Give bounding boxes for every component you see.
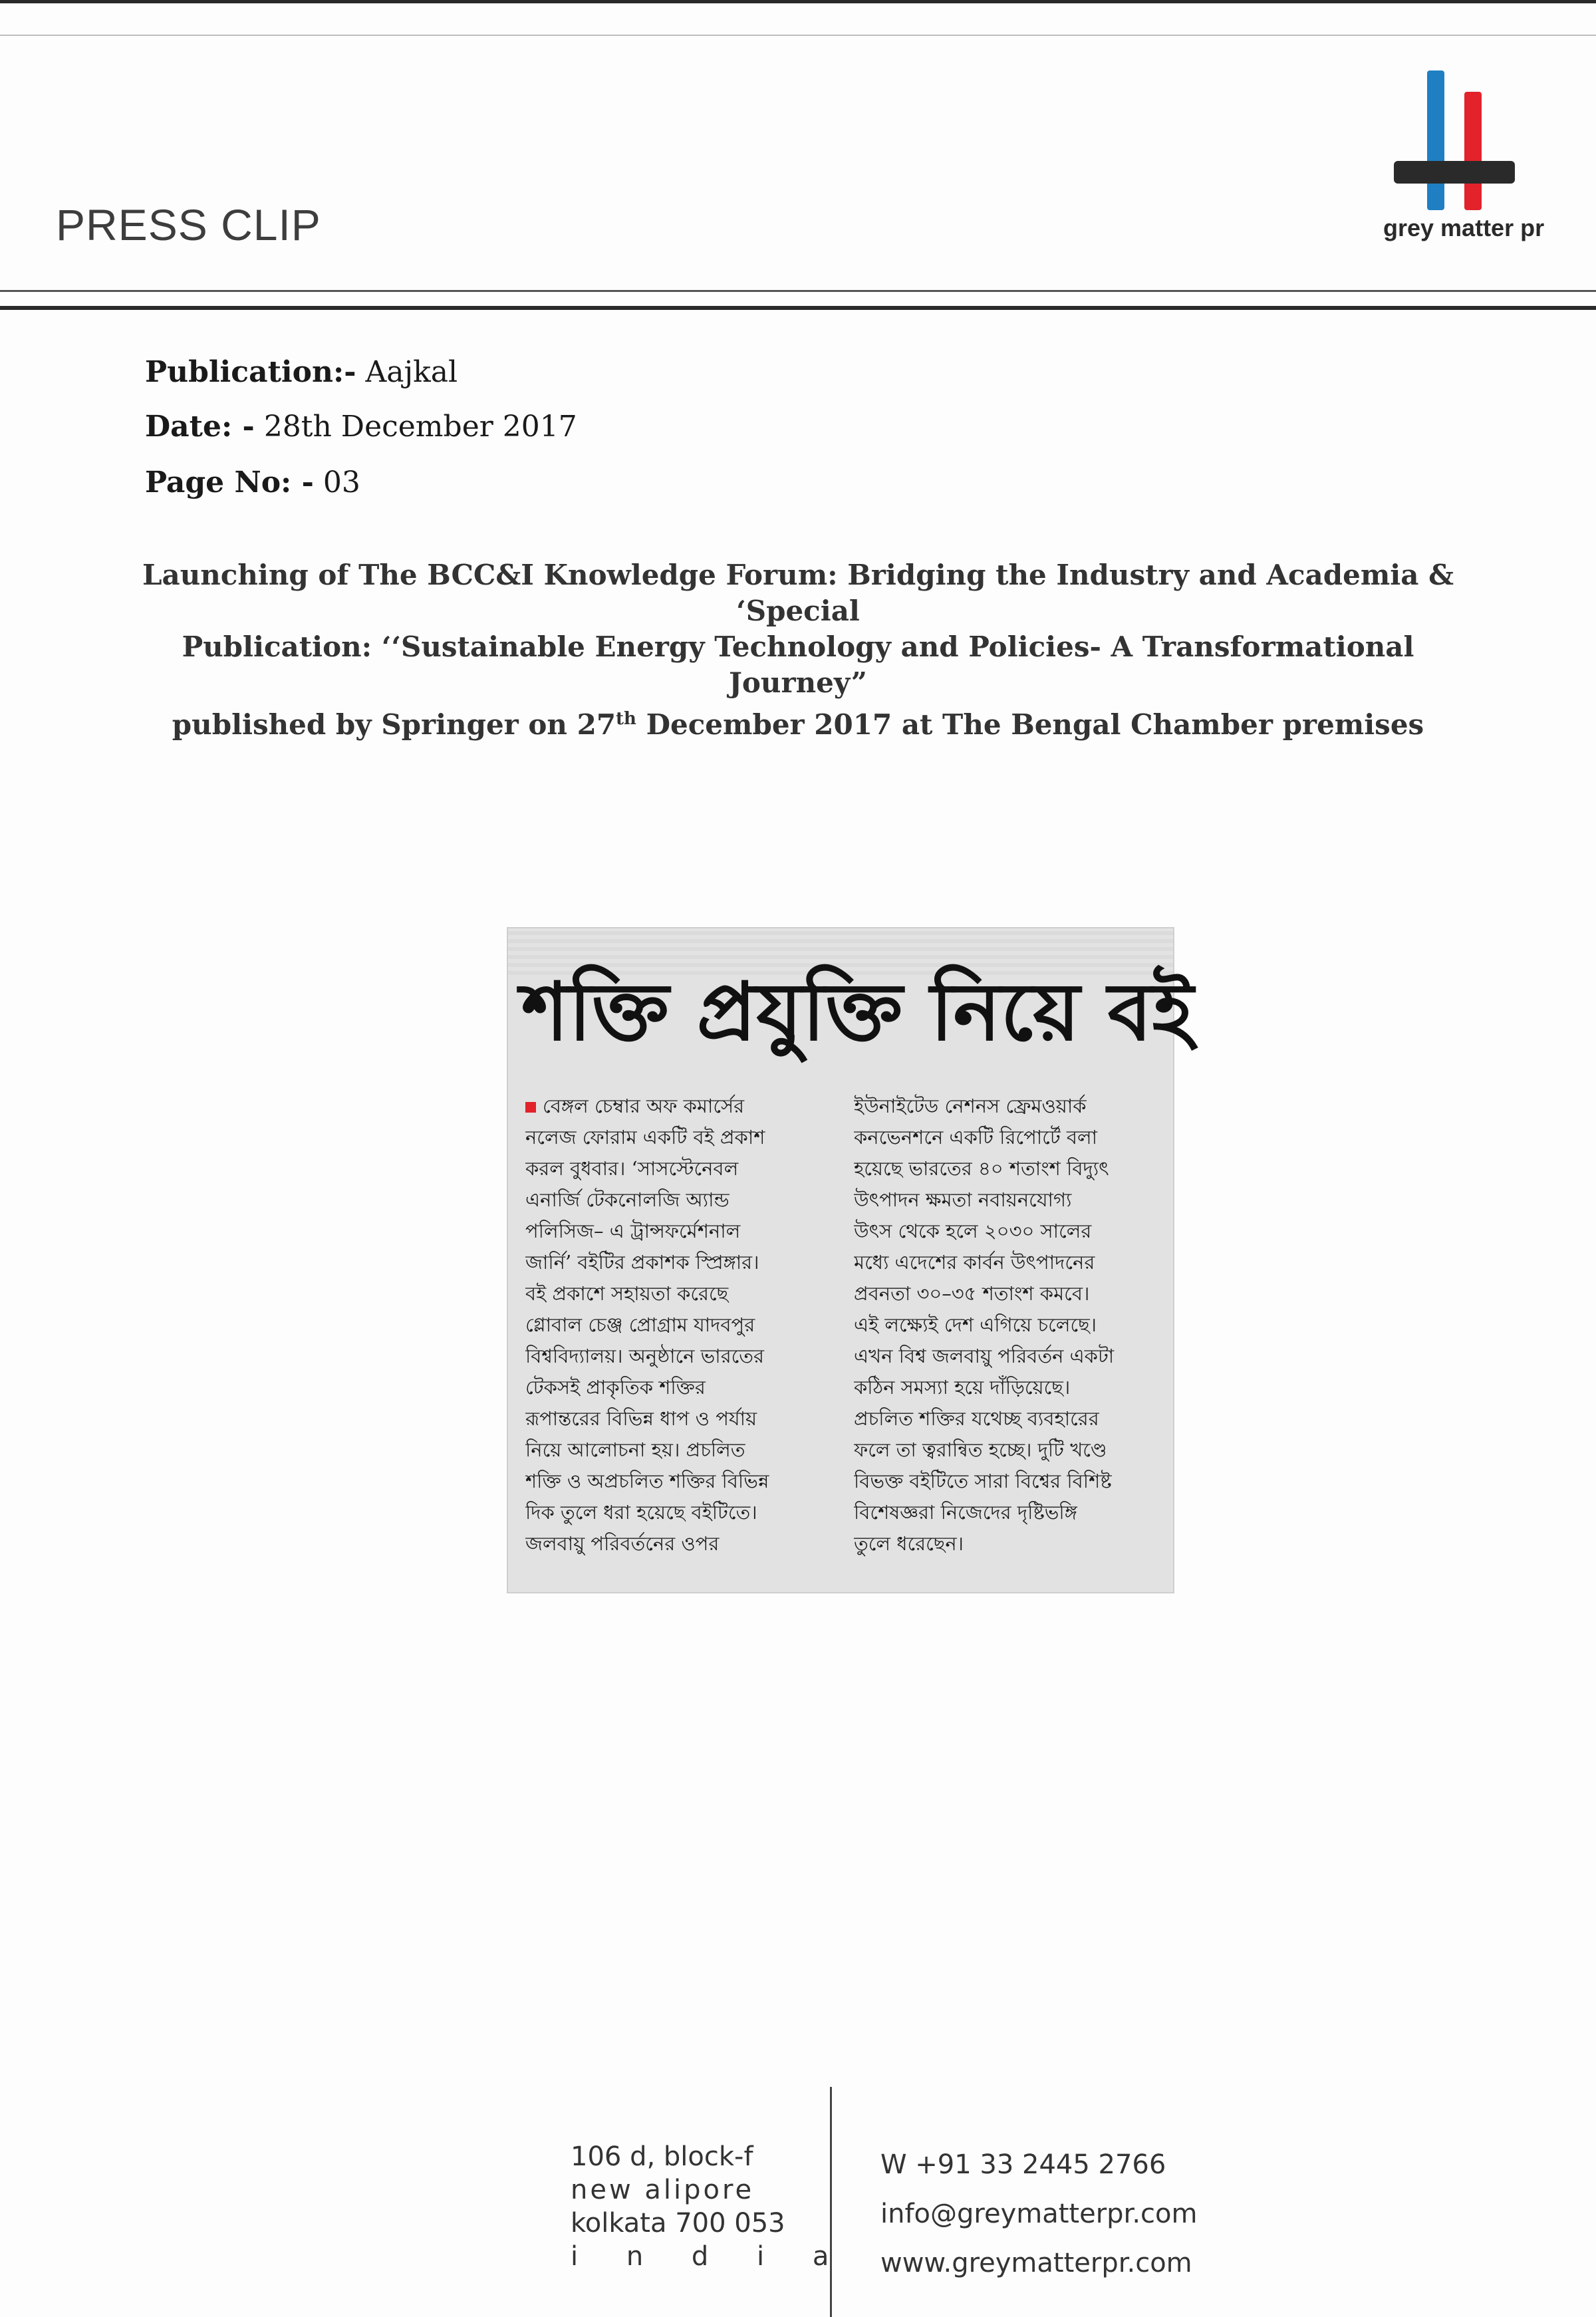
clip-line: প্রবনতা ৩০–৩৫ শতাংশ কমবে। bbox=[854, 1282, 1090, 1305]
clip-line bbox=[525, 1091, 825, 1122]
clip-line: শক্তি ও অপ্রচলিত শক্তির বিভিন্ন bbox=[525, 1470, 769, 1492]
clip-line: প্রচলিত শক্তির যথেচ্ছ ব্যবহারের bbox=[854, 1407, 1099, 1430]
page-title: PRESS CLIP bbox=[56, 200, 321, 249]
clip-line: গ্লোবাল চেঞ্জ প্রোগ্রাম যাদবপুর bbox=[525, 1313, 755, 1336]
header-rule bbox=[0, 290, 1596, 292]
clip-line-text: বেঙ্গল চেম্বার অফ কমার্সের bbox=[543, 1095, 745, 1117]
headline-line-3-start: published by Springer on 27 bbox=[172, 708, 616, 741]
clip-line: রূপান্তরের বিভিন্ন ধাপ ও পর্যায় bbox=[525, 1407, 757, 1430]
page-label: Page No: - bbox=[145, 466, 314, 499]
footer-address bbox=[571, 2140, 849, 2273]
clip-line: করল বুধবার। ‘সাসস্টেনেবল bbox=[525, 1157, 739, 1180]
red-bullet-icon bbox=[525, 1102, 536, 1113]
logo-dark-bar bbox=[1394, 161, 1515, 184]
newspaper-clipping bbox=[508, 928, 1194, 1592]
clip-line: জলবায়ু পরিবর্তনের ওপর bbox=[525, 1532, 720, 1555]
website-link[interactable]: www.greymatterpr.com bbox=[880, 2248, 1192, 2278]
top-thin-rule bbox=[0, 35, 1596, 36]
clip-line: কনভেনশনে একটি রিপোর্টে বলা bbox=[854, 1126, 1098, 1149]
footer-contact bbox=[880, 2140, 1197, 2288]
clip-line: এই লক্ষ্যেই দেশ এগিয়ে চলেছে। bbox=[854, 1313, 1097, 1336]
clip-line: দিক তুলে ধরা হয়েছে বইটিতে। bbox=[525, 1501, 757, 1524]
brand-name: grey matter pr bbox=[1383, 214, 1545, 241]
publication-line bbox=[145, 355, 458, 389]
publication-label: Publication:- bbox=[145, 355, 356, 389]
page-value: 03 bbox=[323, 466, 360, 499]
publication-value: Aajkal bbox=[365, 355, 458, 389]
clip-line: নিয়ে আলোচনা হয়। প্রচলিত bbox=[525, 1438, 745, 1461]
clip-line: বিভক্ত বইটিতে সারা বিশ্বের বিশিষ্ট bbox=[854, 1470, 1112, 1492]
brand-logo bbox=[1383, 67, 1545, 253]
header-rule-thick bbox=[0, 306, 1596, 310]
headline bbox=[120, 557, 1476, 743]
top-rule bbox=[0, 0, 1596, 3]
clip-line: হয়েছে ভারতের ৪০ শতাংশ বিদ্যুৎ bbox=[854, 1157, 1109, 1180]
address-line: i n d i a bbox=[571, 2241, 849, 2272]
clip-line: ফলে তা ত্বরান্বিত হচ্ছে। দুটি খণ্ডে bbox=[854, 1438, 1107, 1461]
phone-number: W +91 33 2445 2766 bbox=[880, 2149, 1166, 2180]
date-line bbox=[145, 410, 577, 444]
clipping-column-left bbox=[525, 1091, 825, 1560]
email-address[interactable]: info@greymatterpr.com bbox=[880, 2199, 1198, 2229]
clip-line: এখন বিশ্ব জলবায়ু পরিবর্তন একটা bbox=[854, 1345, 1115, 1367]
headline-line-2: Publication: ‘‘Sustainable Energy Technology and Policies- A Transformational Journey” bbox=[182, 630, 1414, 699]
clipping-headline: শক্তি প্রযুক্তি নিয়ে বই bbox=[521, 965, 1194, 1059]
clip-line: মধ্যে এদেশের কার্বন উৎপাদনের bbox=[854, 1251, 1095, 1274]
headline-line-3 bbox=[120, 701, 1476, 743]
address-line: kolkata 700 053 bbox=[571, 2208, 785, 2239]
clip-line: কঠিন সমস্যা হয়ে দাঁড়িয়েছে। bbox=[854, 1376, 1071, 1399]
address-line: new alipore bbox=[571, 2175, 755, 2205]
address-line: 106 d, block-f bbox=[571, 2141, 753, 2172]
headline-line-1: Launching of The BCC&I Knowledge Forum: Bridging the Industry and Academia & ‘Special bbox=[142, 559, 1454, 627]
clip-line: উৎপাদন ক্ষমতা নবায়নযোগ্য bbox=[854, 1188, 1072, 1211]
clip-line: ইউনাইটেড নেশনস ফ্রেমওয়ার্ক bbox=[854, 1095, 1087, 1117]
clip-line: নলেজ ফোরাম একটি বই প্রকাশ bbox=[525, 1126, 765, 1149]
date-label: Date: - bbox=[145, 410, 255, 444]
clip-line: টেকসই প্রাকৃতিক শক্তির bbox=[525, 1376, 706, 1399]
clipping-column-right bbox=[854, 1091, 1153, 1560]
clip-line: জার্নি’ বইটির প্রকাশক স্প্রিঙ্গার। bbox=[525, 1251, 759, 1274]
clip-line: উৎস থেকে হলে ২০৩০ সালের bbox=[854, 1220, 1092, 1242]
page-line bbox=[145, 466, 360, 499]
headline-superscript: th bbox=[616, 709, 636, 729]
clip-line: বই প্রকাশে সহায়তা করেছে bbox=[525, 1282, 729, 1305]
logo-blue-bar bbox=[1427, 70, 1444, 210]
date-value: 28th December 2017 bbox=[263, 410, 577, 444]
clip-line: এনার্জি টেকনোলজি অ্যান্ড bbox=[525, 1188, 730, 1211]
headline-line-3-end: December 2017 at The Bengal Chamber premises bbox=[636, 708, 1424, 741]
clip-line: পলিসিজ– এ ট্রান্সফর্মেশনাল bbox=[525, 1220, 741, 1242]
clip-line: বিশেষজ্ঞরা নিজেদের দৃষ্টিভঙ্গি bbox=[854, 1501, 1077, 1524]
clip-line: তুলে ধরেছেন। bbox=[854, 1532, 964, 1555]
clip-line: বিশ্ববিদ্যালয়। অনুষ্ঠানে ভারতের bbox=[525, 1345, 765, 1367]
logo-red-bar bbox=[1464, 92, 1482, 210]
